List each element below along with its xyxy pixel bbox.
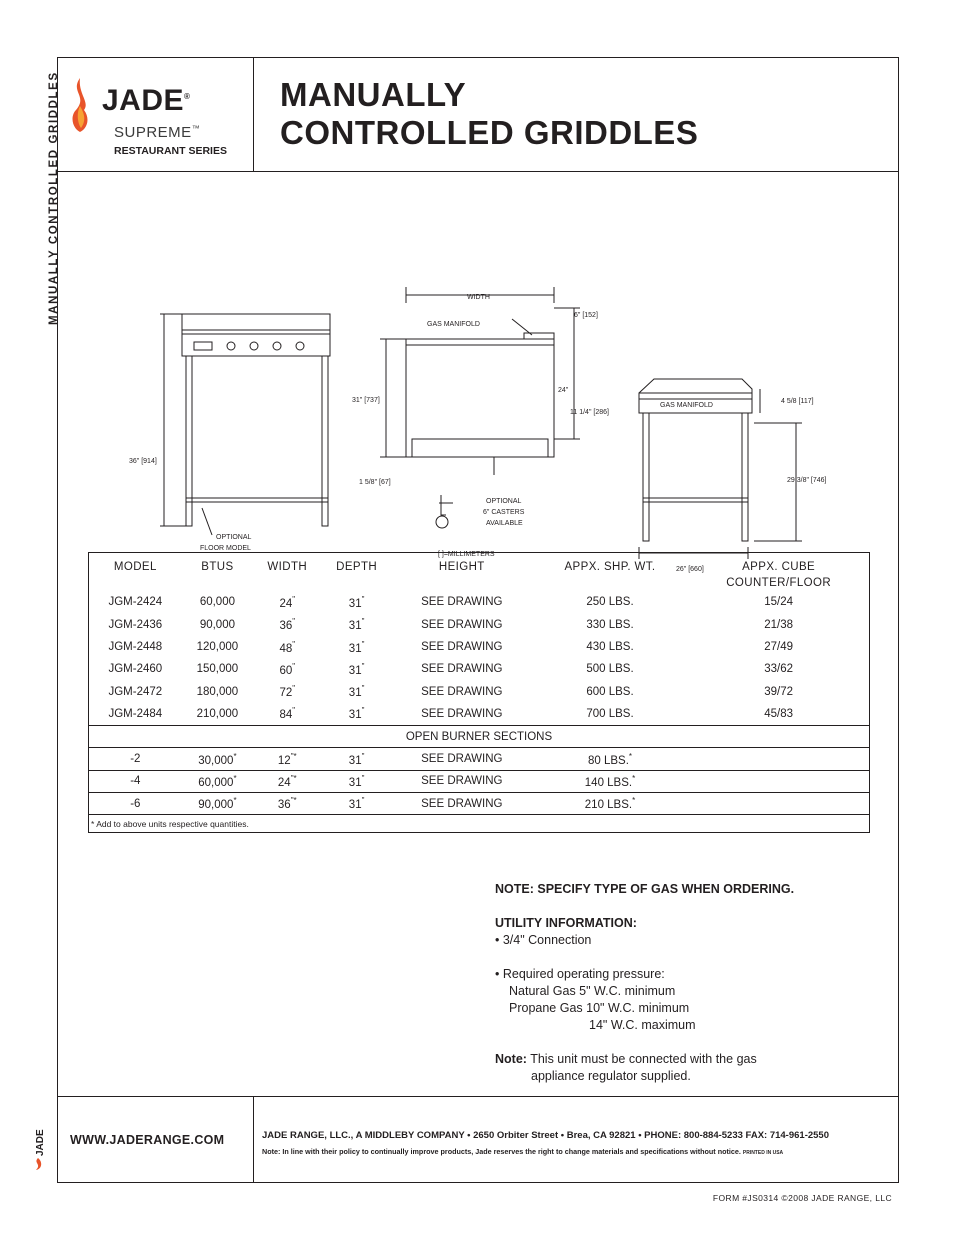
regulator-note-2: appliance regulator supplied.	[531, 1069, 691, 1083]
page-title: MANUALLY CONTROLLED GRIDDLES	[280, 76, 699, 151]
dim-31: 31" [737]	[352, 397, 380, 404]
mm-note: [ ]=MILLIMETERS	[438, 551, 495, 558]
dim-26: 26" [660]	[676, 566, 704, 573]
gas-manifold-label: GAS MANIFOLD	[427, 321, 480, 328]
dim-4-5-8: 4 5/8 [117]	[781, 398, 814, 405]
technical-drawing	[94, 213, 888, 573]
dim-width: WIDTH	[467, 294, 490, 301]
table-row: JGM-2436 90,000 36" 31" SEE DRAWING 330 LBS. 21/38	[108, 617, 794, 632]
regulator-note: Note: This unit must be connected with the gas	[495, 1052, 757, 1066]
table-row: JGM-2472 180,000 72" 31" SEE DRAWING 600 LBS. 39/72	[108, 684, 794, 700]
table-row: -4 60,000* 24"* 31" SEE DRAWING 140 LBS.*	[89, 770, 870, 792]
caster-icon	[436, 495, 453, 528]
table-row: JGM-2484 210,000 84" 31" SEE DRAWING 700 LBS. 45/83	[108, 706, 794, 722]
pressure-title: • Required operating pressure:	[495, 967, 665, 981]
table-row: JGM-2448 120,000 48" 31" SEE DRAWING 430 LBS. 27/49	[108, 639, 794, 655]
front-view	[160, 314, 330, 535]
dim-36: 36" [914]	[129, 458, 157, 465]
header	[58, 58, 898, 172]
table-header: MODEL BTUS WIDTH DEPTH HEIGHT APPX. SHP. WT. APPX. CUBE COUNTER/FLOOR	[113, 561, 832, 589]
utility-title: UTILITY INFORMATION:	[495, 916, 637, 930]
propane-gas: Propane Gas 10" W.C. minimum	[509, 1001, 690, 1015]
flame-icon	[36, 1158, 41, 1170]
table-row: JGM-2460 150,000 60" 31" SEE DRAWING 500 LBS. 33/62	[108, 661, 794, 677]
flame-icon	[66, 76, 92, 134]
logo	[58, 58, 254, 172]
spec-sheet-frame	[57, 57, 899, 1183]
gas-note: NOTE: SPECIFY TYPE OF GAS WHEN ORDERING.	[495, 882, 795, 896]
table-row: JGM-2424 60,000 24" 31" SEE DRAWING 250 LBS. 15/24	[108, 594, 794, 610]
connection: • 3/4" Connection	[495, 933, 592, 947]
gas-manifold-side: GAS MANIFOLD	[660, 402, 713, 409]
table-row: -6 90,000* 36"* 31" SEE DRAWING 210 LBS.*	[89, 793, 870, 815]
company-info: JADE RANGE, LLC., A MIDDLEBY COMPANY • 2650 Orbiter Street • Brea, CA 92821 • PHONE: 800-884-5233 FAX: 714-961-2550	[262, 1130, 829, 1141]
footer	[58, 1096, 898, 1182]
table-footnote-row: * Add to above units respective quantities.	[89, 815, 870, 833]
notes	[495, 881, 794, 1085]
side-brand	[30, 1112, 50, 1172]
dim-24: 24"	[558, 387, 569, 394]
dim-29: 29 3/8" [746]	[787, 477, 827, 484]
footer-left	[58, 1097, 254, 1183]
floor-model-2: FLOOR MODEL	[200, 545, 251, 552]
logo-series: RESTAURANT SERIES	[114, 145, 227, 157]
maximum: 14" W.C. maximum	[589, 1018, 696, 1032]
casters-1: OPTIONAL	[486, 498, 522, 505]
disclaimer: Note: In line with their policy to continually improve products, Jade reserves the right to change materials and specifications without notice. PRINTED IN USA	[262, 1147, 784, 1156]
side-label: MANUALLY CONTROLLED GRIDDLES	[48, 71, 60, 325]
logo-jade: JADE®	[102, 84, 191, 117]
dim-6: 6" [152]	[574, 312, 598, 319]
casters-3: AVAILABLE	[486, 520, 523, 527]
dim-11: 11 1/4" [286]	[570, 409, 609, 416]
floor-model-1: OPTIONAL	[216, 534, 252, 541]
table-row: -2 30,000* 12"* 31" SEE DRAWING 80 LBS.*	[89, 748, 870, 770]
website-link[interactable]: WWW.JADERANGE.COM	[70, 1133, 225, 1147]
logo-supreme: SUPREME™	[114, 124, 201, 141]
spec-table	[88, 552, 870, 833]
form-number: FORM #JS0314 ©2008 JADE RANGE, LLC	[712, 1193, 892, 1203]
dim-1-5-8: 1 5/8" [67]	[359, 479, 391, 486]
side-brand-text: JADE	[35, 1129, 46, 1156]
natural-gas: Natural Gas 5" W.C. minimum	[509, 984, 676, 998]
casters-2: 6" CASTERS	[483, 509, 525, 516]
top-view	[380, 287, 580, 475]
section-title-row: OPEN BURNER SECTIONS	[89, 725, 870, 747]
